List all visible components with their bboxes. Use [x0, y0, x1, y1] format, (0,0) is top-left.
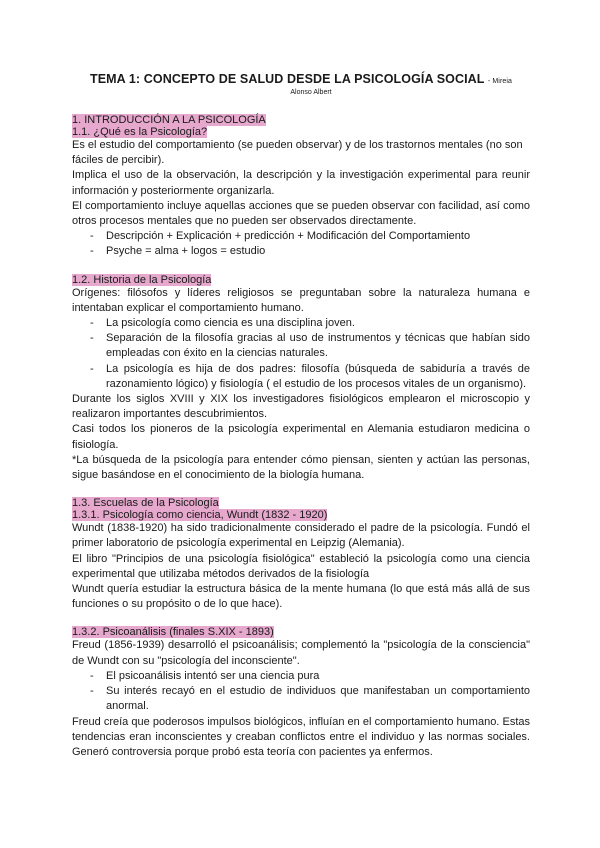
section-heading-intro: [72, 114, 530, 126]
paragraph: *La búsqueda de la psicología para entender cómo piensan, sienten y actúan las personas, sigue basándose en el conocimiento de la biología humana.: [72, 453, 530, 482]
list-item-text: Separación de la filosofía gracias al uso de instrumentos y técnicas que habían sido empleadas con éxito en la ciencias naturales.: [106, 332, 530, 360]
subsection-heading-what-is-text: 1.1. ¿Qué es la Psicología?: [72, 126, 208, 138]
list-item: [72, 362, 530, 392]
document-title: [72, 72, 530, 86]
dash-marker: -: [90, 317, 94, 330]
list-item: [72, 684, 530, 714]
paragraph: Freud (1856-1939) desarrolló el psicoanálisis; complementó la "psicología de la consciencia" de Wundt con su "psicología del inconsciente".: [72, 639, 530, 667]
paragraph: Durante los siglos XVIII y XIX los investigadores fisiológicos emplearon el microscopio y realizaron importantes descubrimientos.: [72, 393, 530, 421]
list-item-text: La psicología es hija de dos padres: filosofía (búsqueda de sabiduría a través de razonamiento lógico) y fisiología ( el estudio de los procesos vitales de un organismo).: [106, 362, 530, 390]
list-item-text: La psicología como ciencia es una disciplina joven.: [106, 317, 355, 330]
section-heading-intro-text: 1. INTRODUCCIÓN A LA PSICOLOGÍA: [72, 114, 266, 126]
list-item: [72, 229, 530, 244]
subsubsection-heading-wundt-text: 1.3.1. Psicología como ciencia, Wundt (1832 - 1920): [72, 509, 328, 522]
paragraph: Implica el uso de la observación, la descripción y la investigación experimental para reunir información y posteriormente organizarla.: [72, 169, 530, 197]
paragraph: El comportamiento incluye aquellas acciones que se pueden observar con facilidad, así como otros procesos mentales que no pueden ser observados directamente.: [72, 199, 530, 228]
dash-marker: -: [90, 362, 94, 375]
list-item: [72, 244, 530, 259]
list-item: [72, 331, 530, 361]
subsubsection-heading-psychoanalysis: [72, 626, 530, 638]
paragraph: Casi todos los pioneros de la psicología experimental en Alemania estudiaron medicina o fisiología.: [72, 423, 530, 451]
subsubsection-heading-psychoanalysis-text: 1.3.2. Psicoanálisis (finales S.XIX - 1893): [72, 626, 274, 639]
author-name-first: - Mireia: [487, 78, 513, 85]
subsection-heading-history-text: 1.2. Historia de la Psicología: [72, 273, 212, 286]
dash-marker: -: [90, 685, 94, 698]
author-name-last: Alonso Albert: [290, 89, 332, 96]
list-item-text: Descripción + Explicación + predicción + Modificación del Comportamiento: [106, 230, 471, 243]
dash-marker: -: [90, 332, 94, 345]
paragraph: Orígenes: filósofos y líderes religiosos se preguntaban sobre la naturaleza humana e intentaban explicar el comportamiento humano.: [72, 286, 530, 314]
paragraph: Es el estudio del comportamiento (se pueden observar) y de los trastornos mentales (no son fáciles de percibir).: [72, 139, 523, 167]
subsection-heading-what-is: [72, 126, 530, 138]
dash-marker: -: [90, 230, 94, 243]
list-item: [72, 316, 530, 331]
page-content: [72, 72, 530, 760]
subsubsection-heading-wundt: [72, 509, 530, 521]
paragraph: El libro "Principios de una psicología fisiológica" estableció la psicología como una ciencia experimental que utilizaba métodos derivados de la fisiología: [72, 552, 530, 580]
bullet-list: [72, 316, 530, 392]
list-item-text: Su interés recayó en el estudio de individuos que manifestaban un comportamiento anormal.: [106, 685, 530, 713]
subsection-heading-schools-text: 1.3. Escuelas de la Psicología: [72, 497, 219, 510]
paragraph: Wundt (1838-1920) ha sido tradicionalmente considerado el padre de la psicología. Fundó el primer laboratorio de psicología experimental en Leipzig (Alemania).: [72, 522, 530, 550]
list-item-text: El psicoanálisis intentó ser una ciencia pura: [106, 669, 320, 682]
bullet-list: [72, 229, 530, 259]
list-item: [72, 669, 530, 684]
paragraph: Wundt quería estudiar la estructura básica de la mente humana (lo que está más allá de sus funciones o su propósito o de lo que hace).: [72, 583, 530, 611]
paragraph: Freud creía que poderosos impulsos biológicos, influían en el comportamiento humano. Estas tendencias eran inconscientes y creaban conflictos entre el individuo y las normas sociales. Generó controversia porque probó esta teoría con pacientes ya enfermos.: [72, 715, 530, 758]
title-text: TEMA 1: CONCEPTO DE SALUD DESDE LA PSICOLOGÍA SOCIAL: [89, 72, 485, 86]
subsection-heading-history: [72, 274, 530, 286]
subsection-heading-schools: [72, 497, 530, 509]
dash-marker: -: [90, 245, 94, 258]
list-item-text: Psyche = alma + logos = estudio: [106, 245, 266, 258]
dash-marker: -: [90, 669, 94, 682]
bullet-list: [72, 669, 530, 715]
